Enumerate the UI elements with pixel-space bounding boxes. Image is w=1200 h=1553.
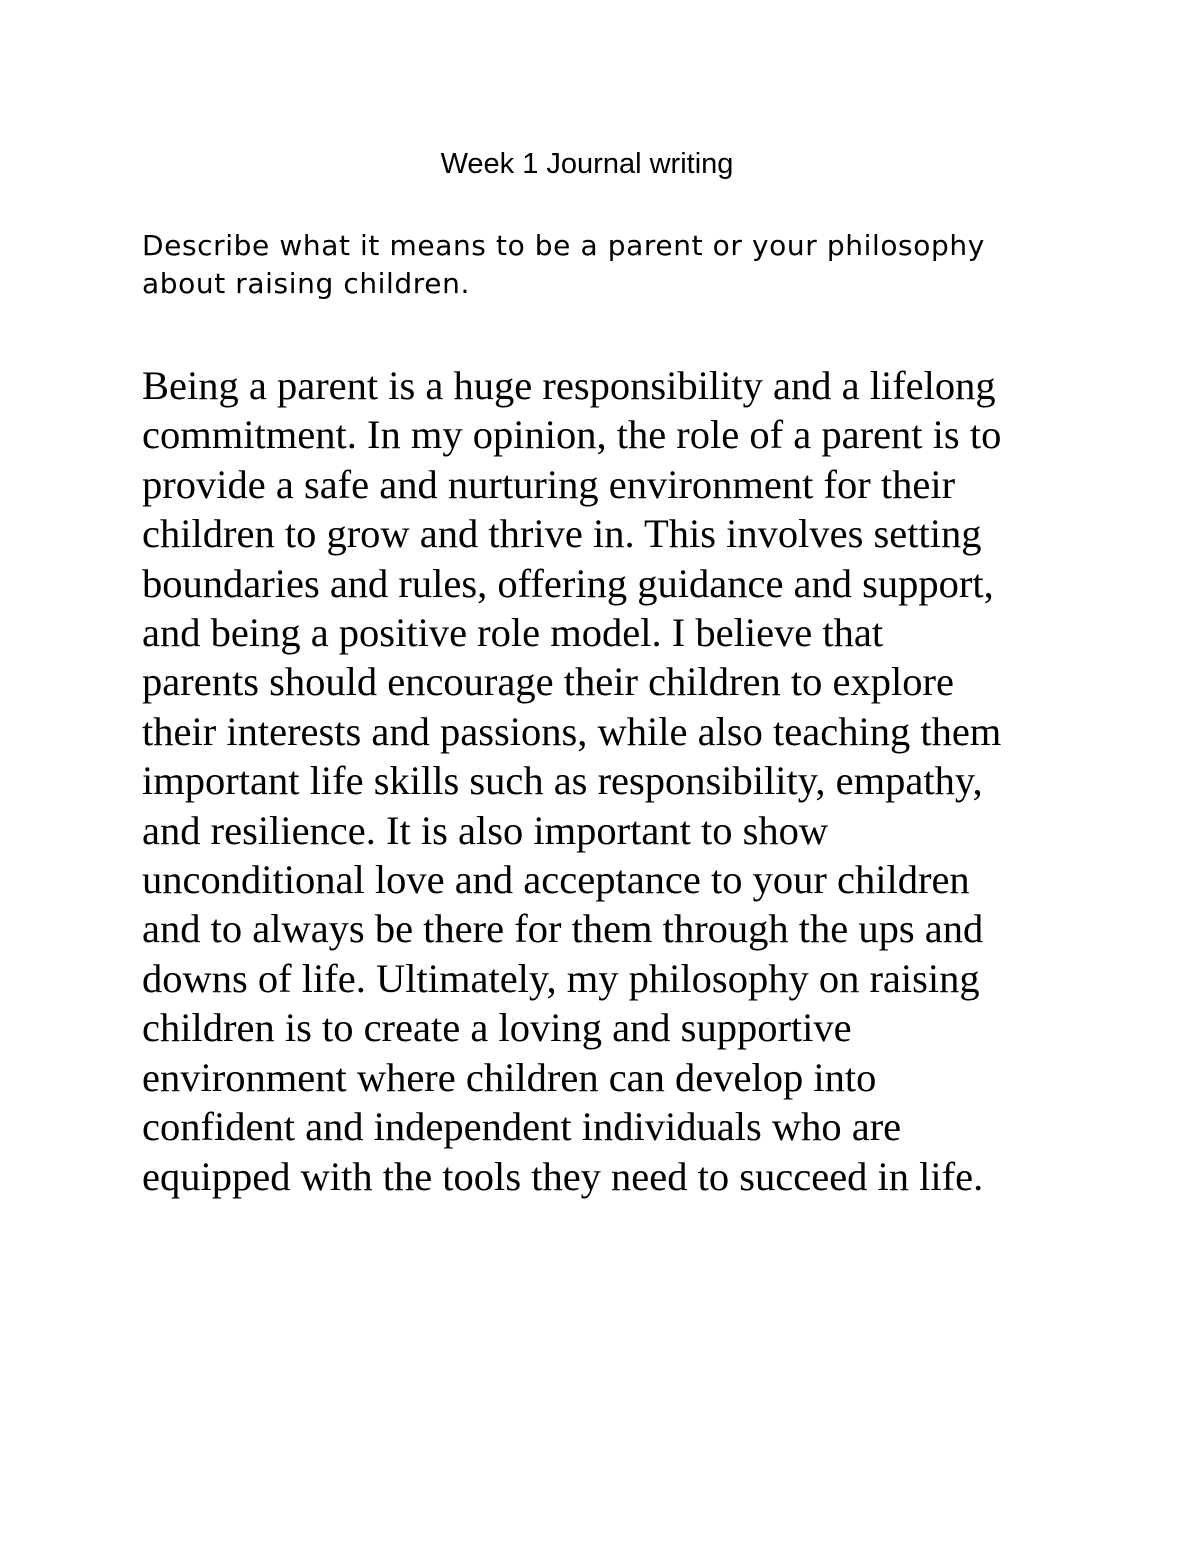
response-line: environment where children can develop into: [142, 1054, 877, 1100]
response-line: Being a parent is a huge responsibility and a lifelong: [142, 363, 996, 408]
response-line: downs of life. Ultimately, my philosophy on raising: [142, 955, 980, 1001]
prompt-line: Describe what it means to be a parent or your philosophy: [142, 229, 985, 262]
response-line: important life skills such as responsibility, empathy,: [142, 758, 983, 804]
response-line: commitment. In my opinion, the role of a parent is to: [142, 412, 1002, 458]
document-title: Week 1 Journal writing: [440, 148, 734, 180]
prompt-line: about raising children.: [142, 267, 470, 300]
response-line: unconditional love and acceptance to your children: [142, 857, 970, 903]
response-line: parents should encourage their children to explore: [142, 659, 954, 705]
journal-response: [142, 361, 1132, 1201]
response-line: confident and independent individuals who are: [142, 1104, 902, 1150]
response-line: and resilience. It is also important to show: [142, 807, 829, 853]
response-line: children to grow and thrive in. This involves setting: [142, 511, 982, 557]
response-line: and being a positive role model. I believe that: [142, 610, 884, 656]
response-line: children is to create a loving and supportive: [142, 1005, 852, 1051]
response-line: boundaries and rules, offering guidance and support,: [142, 560, 994, 606]
response-line: their interests and passions, while also teaching them: [142, 708, 1002, 754]
response-line: and to always be there for them through the ups and: [142, 906, 984, 952]
response-line: provide a safe and nurturing environment for their: [142, 461, 956, 507]
journal-prompt: [142, 227, 1102, 303]
response-line: equipped with the tools they need to succeed in life.: [142, 1153, 984, 1199]
